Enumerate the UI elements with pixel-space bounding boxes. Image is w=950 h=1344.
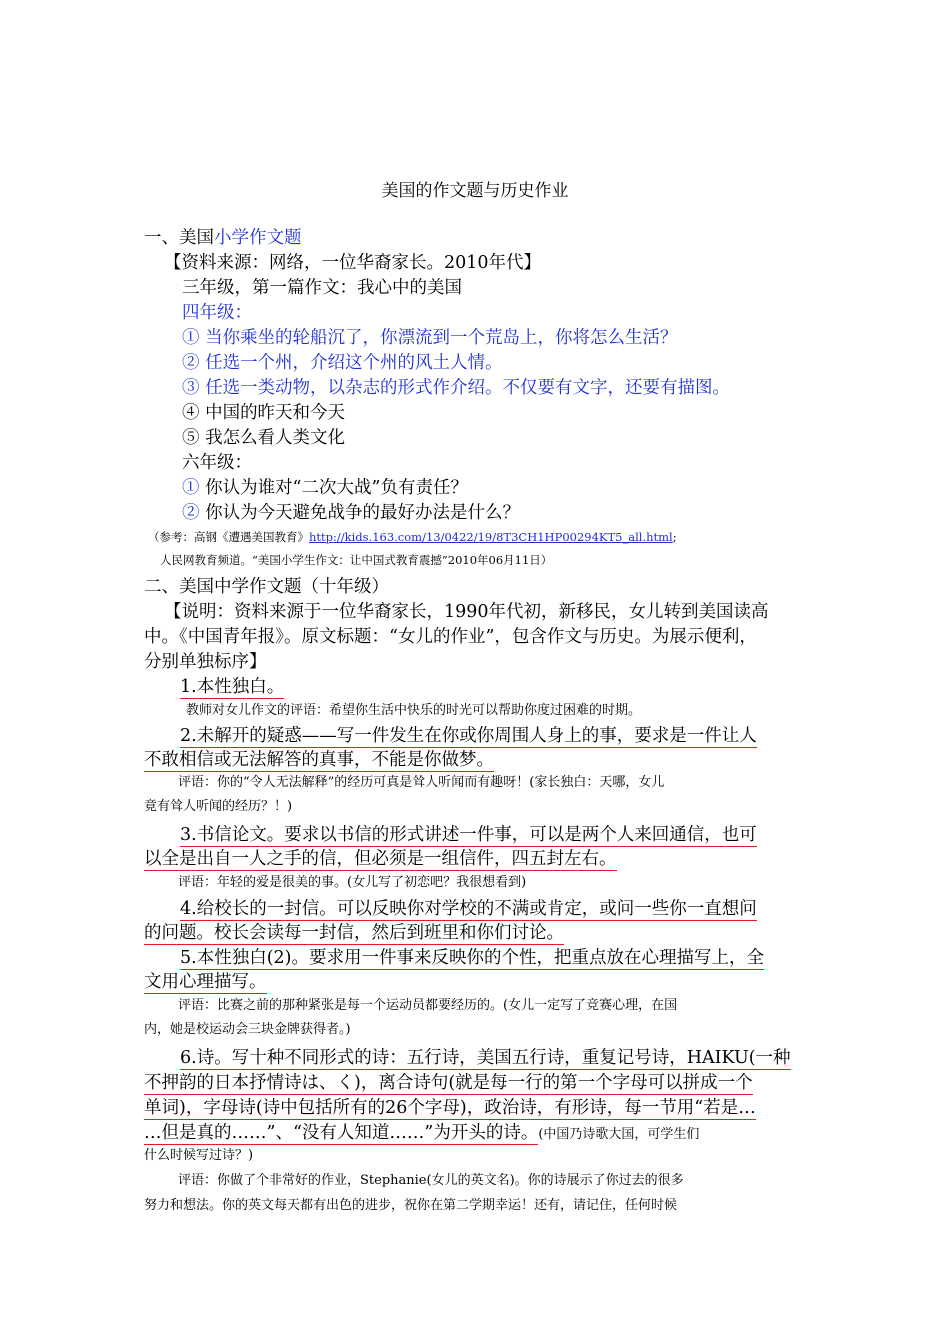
- grade4-topic-3: ③ 任选一类动物，以杂志的形式作介绍。不仅要有文字，还要有描图。: [182, 378, 731, 398]
- topic-3-line-1: [180, 823, 757, 847]
- topic-2-line-1: [180, 724, 757, 748]
- grade6-topic-2-text: 你认为今天避免战争的最好办法是什么？: [199, 503, 521, 523]
- comment-5-line-1: 评语：比赛之前的那种紧张是每一个运动员都要经历的。(女儿一定写了竞赛心理，在国: [178, 998, 678, 1013]
- section2-heading: 二、美国中学作文题（十年级）: [144, 577, 389, 597]
- reference-line-1: [148, 528, 677, 546]
- reference-link[interactable]: http://kids.163.com/13/0422/19/8T3CH1HP00294KT5_all.html: [309, 530, 673, 544]
- comment-2-line-2: 竟有耸人听闻的经历？！): [144, 799, 293, 814]
- topic-3-text-2: 以全是出自一人之手的信，但必须是一组信件，四五封左右。: [144, 849, 617, 869]
- topic-6-text-1: 6.诗。写十种不同形式的诗：五行诗，美国五行诗，重复记号诗，HAIKU(一种: [180, 1048, 791, 1068]
- topic-4-text-1: 4.给校长的一封信。可以反映你对学校的不满或肯定，或问一些你一直想问: [180, 899, 757, 919]
- topic-3-line-2: [144, 847, 617, 871]
- document-title: 美国的作文题与历史作业: [381, 181, 569, 201]
- grade4-label: 四年级：: [182, 303, 252, 323]
- section2-intro-line-1: 【说明：资料来源于一位华裔家长，1990年代初，新移民，女儿转到美国读高: [164, 602, 769, 622]
- comment-2-line-1: 评语：你的“令人无法解释”的经历可真是耸人听闻而有趣呀！(家长独白：天哪，女儿: [178, 775, 665, 790]
- reference-line-2: 人民网教育频道。“美国小学生作文：让中国式教育震撼”2010年06月11日）: [160, 553, 553, 567]
- topic-6-line-1: [180, 1046, 791, 1070]
- grade4-topic-1: ① 当你乘坐的轮船沉了，你漂流到一个荒岛上，你将怎么生活？: [182, 328, 678, 348]
- section2-intro-line-3: 分别单独标序】: [144, 652, 267, 672]
- grade6-topic-1: [182, 476, 468, 500]
- topic-6-text-2: 不押韵的日本抒情诗は、く)，离合诗句(就是每一行的第一个字母可以拼成一个: [144, 1073, 753, 1093]
- comment-3: 评语：年轻的爱是很美的事。(女儿写了初恋吧？我很想看到): [178, 875, 527, 890]
- topic-4-text-2: 的问题。校长会读每一封信，然后到班里和你们讨论。: [144, 923, 564, 943]
- topic-6-text-4: …但是真的……”、“没有人知道……”为开头的诗。: [144, 1123, 539, 1143]
- topic-6-line-2: [144, 1071, 753, 1095]
- topic-5-text-2: 文用心理描写。: [144, 972, 267, 992]
- comment-6-line-1: 评语：你做了个非常好的作业，Stephanie(女儿的英文名)。你的诗展示了你过去的很多: [178, 1173, 684, 1188]
- section1-heading: [144, 226, 302, 250]
- grade6-topic-1-num: ①: [182, 478, 200, 498]
- topic-2-text-2: 不敢相信或无法解答的真事，不能是你做梦。: [144, 750, 494, 770]
- topic-5-line-1: [180, 946, 764, 970]
- grade3-topic: 三年级，第一篇作文：我心中的美国: [182, 278, 462, 298]
- topic-6-parent-note: (中国乃诗歌大国，可学生们: [538, 1127, 700, 1142]
- topic-2-text-1: 2.未解开的疑惑——写一件发生在你或你周围人身上的事，要求是一件让人: [180, 726, 757, 746]
- grade6-label: 六年级：: [182, 453, 252, 473]
- topic-6-line-5: 什么时候写过诗？): [144, 1148, 254, 1163]
- section1-heading-prefix: 一、美国: [144, 228, 214, 248]
- topic-1: [180, 675, 284, 699]
- comment-1: 教师对女儿作文的评语：希望你生活中快乐的时光可以帮助你度过困难的时期。: [186, 703, 642, 718]
- topic-5-text-1: 5.本性独白(2)。要求用一件事来反映你的个性，把重点放在心理描写上，全: [180, 948, 764, 968]
- grade6-topic-1-text: 你认为谁对“二次大战”负有责任？: [199, 478, 468, 498]
- topic-4-line-2: [144, 921, 564, 945]
- reference-sep: ;: [672, 530, 677, 544]
- topic-6-text-3: 单词)，字母诗(诗中包括所有的26个字母)，政治诗，有形诗，每一节用“若是…: [144, 1098, 756, 1118]
- grade6-topic-2: [182, 501, 520, 525]
- topic-5-line-2: [144, 970, 267, 994]
- grade4-topic-5: ⑤ 我怎么看人类文化: [182, 428, 346, 448]
- grade6-topic-2-num: ②: [182, 503, 200, 523]
- section1-heading-highlight: 小学作文题: [214, 228, 302, 248]
- comment-5-line-2: 内，她是校运动会三块金牌获得者。): [144, 1022, 351, 1037]
- comment-6-line-2: 努力和想法。你的英文每天都有出色的进步，祝你在第二学期幸运！还有，请记住，任何时候: [144, 1198, 678, 1213]
- reference-prefix: （参考：高钢《遭遇美国教育》: [148, 530, 309, 544]
- topic-1-text: 1.本性独白。: [180, 677, 285, 697]
- topic-3-text-1: 3.书信论文。要求以书信的形式讲述一件事，可以是两个人来回通信，也可: [180, 825, 757, 845]
- topic-6-line-4: [144, 1121, 699, 1145]
- topic-4-line-1: [180, 897, 757, 921]
- section1-source: 【资料来源：网络，一位华裔家长。2010年代】: [164, 253, 542, 273]
- grade4-topic-2: ② 任选一个州，介绍这个州的风土人情。: [182, 353, 503, 373]
- topic-2-line-2: [144, 748, 494, 772]
- section2-intro-line-2: 中。《中国青年报》。原文标题：“女儿的作业”，包含作文与历史。为展示便利，: [144, 627, 757, 647]
- grade4-topic-4: ④ 中国的昨天和今天: [182, 403, 346, 423]
- topic-6-line-3: [144, 1096, 756, 1120]
